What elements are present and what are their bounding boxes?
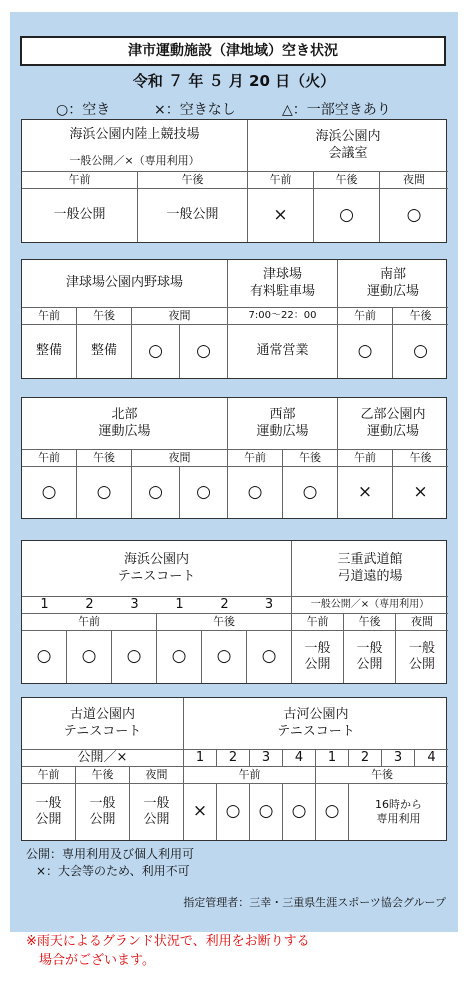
west-am-header: 午前 [228,450,283,467]
north-pm-header: 午後 [77,450,132,467]
court-1-pm: 1 [157,597,202,614]
furumichi-night-header: 夜間 [130,767,184,784]
south-pm-header: 午後 [393,308,448,325]
kogawa-court-3-am: 3 [250,750,283,767]
north-am-header: 午前 [22,450,77,467]
kogawa-c3-am-value: ○ [250,784,283,840]
budokan-name: 三重武道館 弓道遠的場 [292,541,448,597]
parking-name: 津球場 有料駐車場 [228,260,338,308]
south-am-header: 午前 [338,308,393,325]
stadium-pm-value: 一般公開 [138,189,248,242]
legend-open: ○：空き [56,102,111,118]
kogawa-court-1-pm: 1 [316,750,349,767]
card-furumichi-kogawa [21,697,447,841]
stadium-pm-header: 午後 [138,172,248,189]
furumichi-night-value: 一般 公開 [130,784,184,840]
north-night2-value: ○ [180,467,228,518]
stadium-am-header: 午前 [22,172,138,189]
legend-partial: △：一部空きあり [282,102,391,118]
note-public: 公開：専用利用及び個人利用可 [26,847,195,861]
kogawa-court-4-pm: 4 [415,750,448,767]
budokan-sub: 一般公開／×（専用利用） [292,597,448,614]
tennis-c1-pm-value: ○ [157,631,202,683]
baseball-night1-value: ○ [132,325,180,378]
tennis-am-header: 午前 [22,614,157,631]
kogawa-am-header: 午前 [184,767,316,784]
south-pm-value: ○ [413,340,428,361]
note-unavailable: ×：大会等のため、利用不可 [36,864,190,878]
budokan-night-header: 夜間 [396,614,448,631]
administrator: 指定管理者：三幸・三重県生涯スポーツ協会グループ [183,896,446,909]
otobe-pm-header: 午後 [393,450,448,467]
kogawa-c2-am-value: ○ [217,784,250,840]
baseball-name: 津球場公園内野球場 [22,260,228,308]
card-baseball-parking-south [21,259,447,379]
hall-night-value: ○ [406,204,422,225]
north-night-header: 夜間 [132,450,228,467]
stadium-sub: 一般公開／×（専用利用） [22,150,248,172]
furumichi-pm-header: 午後 [76,767,130,784]
legend-full: ×：空きなし [154,102,236,118]
north-night1-value: ○ [132,467,180,518]
tennis-c3-pm-value: ○ [247,631,292,683]
kogawa-court-2-pm: 2 [349,750,382,767]
tennis-c3-am-value: ○ [112,631,157,683]
kogawa-court-4-am: 4 [283,750,316,767]
south-am-value: ○ [338,325,393,378]
furumichi-name: 古道公園内 テニスコート [22,698,184,750]
kogawa-court-1-am: 1 [184,750,217,767]
court-2-am: 2 [67,597,112,614]
otobe-name: 乙部公園内 運動広場 [338,398,448,450]
budokan-night-value: 一般 公開 [408,640,435,672]
court-2-pm: 2 [202,597,247,614]
kogawa-court-3-pm: 3 [382,750,415,767]
tennis-c1-am-value: ○ [22,631,67,683]
tennis-c2-pm-value: ○ [202,631,247,683]
otobe-pm-value: × [413,481,428,502]
kogawa-c4-am-value: ○ [283,784,316,840]
kogawa-name: 古河公園内 テニスコート [184,698,448,750]
card-kaihin-stadium-hall [21,119,447,243]
kogawa-pm-header: 午後 [316,767,448,784]
date-label: 令和 ７ 年 ５ 月 20 日（火） [132,72,336,90]
page-title: 津市運動施設（津地域）空き状況 [20,36,446,66]
west-pm-header: 午後 [283,450,338,467]
card-north-west-otobe [21,397,447,519]
hall-am-header: 午前 [248,172,314,189]
hall-pm-value: ○ [314,189,380,242]
furumichi-am-value: 一般 公開 [22,784,76,840]
north-name: 北部 運動広場 [22,398,228,450]
parking-status: 通常営業 [228,325,338,378]
budokan-pm-value: 一般 公開 [344,631,396,683]
furumichi-am-header: 午前 [22,767,76,784]
legend [56,99,456,119]
kogawa-special-note: 16時から 専用利用 [375,798,422,825]
baseball-am-value: 整備 [22,325,77,378]
parking-hours: 7:00～22：00 [228,308,338,325]
court-3-pm: 3 [247,597,292,614]
court-3-am: 3 [112,597,157,614]
hall-am-value: × [248,189,314,242]
kogawa-c1-am-value: × [184,784,217,840]
baseball-am-header: 午前 [22,308,77,325]
budokan-am-value: 一般 公開 [292,631,344,683]
kaihin-tennis-name: 海浜公園内 テニスコート [22,541,292,597]
otobe-am-value: × [338,467,393,518]
furumichi-pm-value: 一般 公開 [76,784,130,840]
card-tennis-budokan [21,540,447,684]
north-am-value: ○ [22,467,77,518]
otobe-am-header: 午前 [338,450,393,467]
tennis-pm-header: 午後 [157,614,292,631]
budokan-pm-header: 午後 [344,614,396,631]
baseball-pm-header: 午後 [77,308,132,325]
kogawa-court-2-am: 2 [217,750,250,767]
baseball-night2-value: ○ [180,325,228,378]
budokan-am-header: 午前 [292,614,344,631]
hall-name: 海浜公園内 会議室 [248,120,448,172]
furumichi-sub: 公開／× [22,750,184,767]
stadium-name: 海浜公園内陸上競技場 [22,120,248,150]
west-name: 西部 運動広場 [228,398,338,450]
court-1-am: 1 [22,597,67,614]
baseball-night-header: 夜間 [132,308,228,325]
baseball-pm-value: 整備 [77,325,132,378]
tennis-c2-am-value: ○ [67,631,112,683]
north-pm-value: ○ [77,467,132,518]
stadium-am-value: 一般公開 [22,189,138,242]
west-am-value: ○ [228,467,283,518]
south-name: 南部 運動広場 [338,260,448,308]
rain-notice: ※雨天によるグランド状況で、利用をお断りする 場合がございます。 [26,934,310,968]
hall-night-header: 夜間 [380,172,448,189]
west-pm-value: ○ [283,467,338,518]
kogawa-c1-pm-value: ○ [316,784,349,840]
hall-pm-header: 午後 [314,172,380,189]
